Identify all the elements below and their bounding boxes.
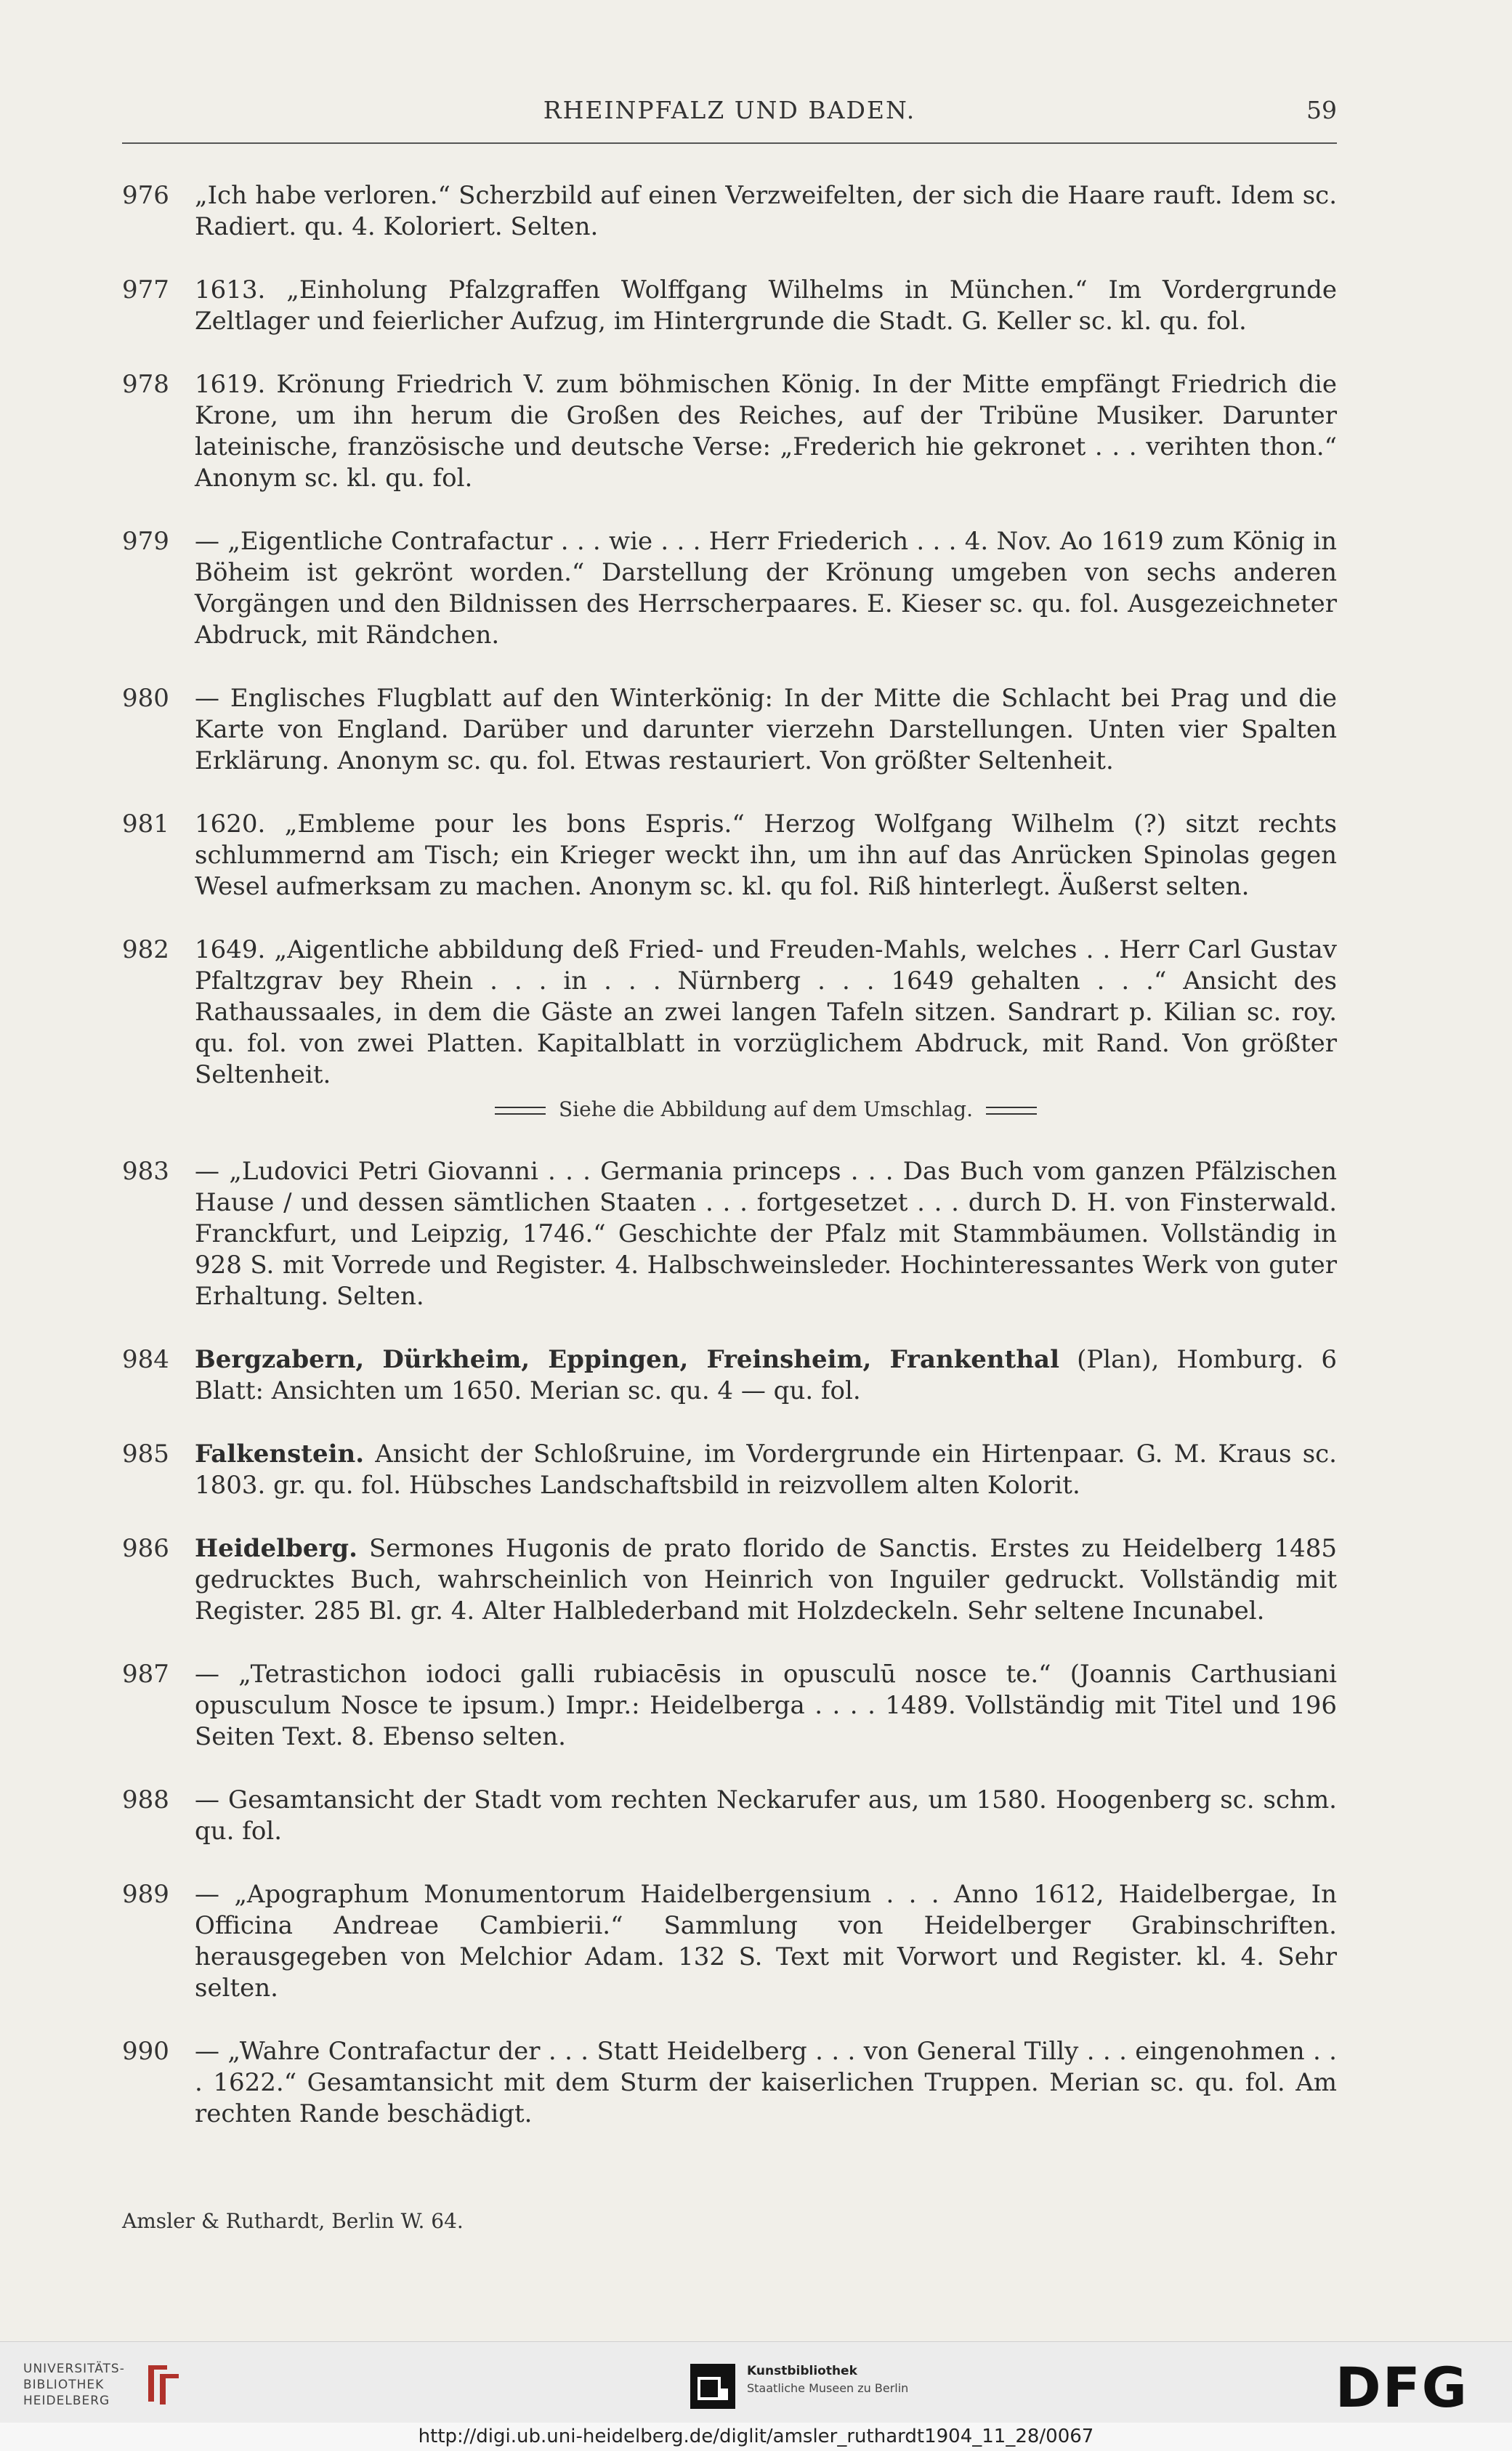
entry-place-name: Bergzabern, Dürkheim, Eppingen, Freinsheim, Frankenthal — [195, 1345, 1059, 1374]
publisher-imprint: Amsler & Ruthardt, Berlin W. 64. — [122, 2209, 464, 2233]
kunstbibliothek-logo[interactable] — [690, 2358, 923, 2409]
university-library-logo[interactable] — [23, 2358, 190, 2412]
entry-description — [195, 683, 1337, 777]
entry-place-name: Falkenstein. — [195, 1439, 365, 1469]
entry-number: 979 — [122, 527, 169, 556]
entry-description — [195, 1659, 1337, 1753]
entry-body-text: 1649. „Aigentliche abbildung deß Fried- und Freuden-Mahls, welches . . Herr Carl Gustav Pfaltzgrav bey Rhein . . . in . . . Nürnberg . . . 1649 gehalten . . .“ Ansicht des Rathaussaales, in dem die Gäste an zwei langen Tafeln sitzen. Sandrart p. Kilian sc. roy. qu. fol. von zwei Platten. Kapitalblatt in vorzüglichem Abdruck, mit Rand. Von größter Seltenheit. — [195, 935, 1337, 1089]
entry-body-text: (Plan), Homburg. 6 Blatt: Ansichten um 1650. Merian sc. qu. 4 — qu. fol. — [195, 1345, 1337, 1405]
page-header — [122, 92, 1337, 144]
entry-number: 978 — [122, 370, 169, 399]
entry-description — [195, 1439, 1337, 1501]
entry-body-text: — „Tetrastichon iodoci galli rubiacēsis in opusculū nosce te.“ (Joannis Carthusiani opusculum Nosce te ipsum.) Impr.: Heidelberga . . . . 1489. Vollständig mit Titel und 196 Seiten Text. 8. Ebenso selten. — [195, 1660, 1337, 1751]
catalog-entry — [122, 526, 1337, 651]
double-rule — [495, 1107, 546, 1115]
kunstbibliothek-mark-icon — [690, 2364, 735, 2409]
illustration-note-text: Siehe die Abbildung auf dem Umschlag. — [559, 1097, 973, 1121]
illustration-note — [195, 1095, 1337, 1124]
university-crest-icon — [138, 2358, 189, 2409]
entry-number: 983 — [122, 1157, 169, 1186]
catalog-entry — [122, 1785, 1337, 1847]
source-url[interactable]: http://digi.ub.uni-heidelberg.de/diglit/amsler_ruthardt1904_11_28/0067 — [0, 2423, 1512, 2451]
catalog-entry — [122, 934, 1337, 1124]
entry-description — [195, 1156, 1337, 1312]
entry-body-text: 1620. „Embleme pour les bons Espris.“ Herzog Wolfgang Wilhelm (?) sitzt rechts schlummernd am Tisch; ein Krieger weckt ihn, um ihn auf das Anrücken Spinolas gegen Wesel aufmerksam zu machen. Anonym sc. kl. qu fol. Riß hinterlegt. Äußerst selten. — [195, 809, 1337, 901]
entry-number: 976 — [122, 181, 169, 210]
catalog-entry — [122, 1156, 1337, 1312]
entry-number: 985 — [122, 1439, 169, 1469]
catalog-entry — [122, 369, 1337, 494]
dfg-logo[interactable]: DFG — [1335, 2355, 1468, 2420]
entry-description — [195, 1879, 1337, 2004]
entry-body-text: — Gesamtansicht der Stadt vom rechten Neckarufer aus, um 1580. Hoogenberg sc. schm. qu. fol. — [195, 1785, 1337, 1846]
university-library-name — [23, 2361, 125, 2409]
catalog-entry — [122, 1879, 1337, 2004]
catalog-entry — [122, 180, 1337, 243]
entry-body-text: Ansicht der Schloßruine, im Vordergrunde ein Hirtenpaar. G. M. Kraus sc. 1803. gr. qu. fol. Hübsches Landschaftsbild in reizvollem alten Kolorit. — [195, 1439, 1337, 1500]
entry-body-text: — „Wahre Contrafactur der . . . Statt Heidelberg . . . von General Tilly . . . eingenohmen . . . 1622.“ Gesamtansicht mit dem Sturm der kaiserlichen Truppen. Merian sc. qu. fol. Am rechten Rande beschädigt. — [195, 2037, 1337, 2128]
entry-number: 989 — [122, 1880, 169, 1909]
catalog-entry — [122, 275, 1337, 337]
entry-body-text: 1619. Krönung Friedrich V. zum böhmischen König. In der Mitte empfängt Friedrich die Krone, um ihn herum die Großen des Reiches, auf der Tribüne Musiker. Darunter lateinische, französische und deutsche Verse: „Frederich hie gekronet . . . verihten thon.“ Anonym sc. kl. qu. fol. — [195, 370, 1337, 493]
uni-line: HEIDELBERG — [23, 2394, 110, 2408]
entry-body-text: — „Ludovici Petri Giovanni . . . Germania princeps . . . Das Buch vom ganzen Pfälzischen Hause / und dessen sämtlichen Staaten . . . fortgesetzet . . . durch D. H. von Finsterwald. Franckfurt, und Leipzig, 1746.“ Geschichte der Pfalz mit Stammbäumen. Vollständig in 928 S. mit Vorrede und Register. 4. Halbschweinsleder. Hochinteressantes Werk von guter Erhaltung. Selten. — [195, 1157, 1337, 1311]
uni-line: UNIVERSITÄTS- — [23, 2362, 125, 2376]
double-rule — [986, 1107, 1037, 1115]
catalog-entry — [122, 1659, 1337, 1753]
entry-description — [195, 526, 1337, 651]
entry-description — [195, 369, 1337, 494]
catalog-entry — [122, 1439, 1337, 1501]
entry-number: 980 — [122, 684, 169, 713]
catalog-entry — [122, 809, 1337, 903]
catalog-entry — [122, 1533, 1337, 1627]
entry-body-text: — „Apographum Monumentorum Haidelbergensium . . . Anno 1612, Haidelbergae, In Officina Andreae Cambierii.“ Sammlung von Heidelberger Grabinschriften. herausgegeben von Melchior Adam. 132 S. Text mit Vorwort und Register. kl. 4. Sehr selten. — [195, 1880, 1337, 2003]
entry-description — [195, 180, 1337, 243]
entry-number: 982 — [122, 935, 169, 964]
entry-body-text: 1613. „Einholung Pfalzgraffen Wolffgang Wilhelms in München.“ Im Vordergrunde Zeltlager und feierlicher Aufzug, im Hintergrunde die Stadt. G. Keller sc. kl. qu. fol. — [195, 275, 1337, 336]
entry-body-text: Sermones Hugonis de prato florido de Sanctis. Erstes zu Heidelberg 1485 gedrucktes Buch, wahrscheinlich von Heinrich von Inguiler gedruckt. Vollständig mit Register. 285 Bl. gr. 4. Alter Halblederband mit Holzdeckeln. Sehr seltene Incunabel. — [195, 1534, 1337, 1626]
catalog-entries — [122, 180, 1337, 2162]
entry-number: 986 — [122, 1534, 169, 1563]
catalog-entry — [122, 683, 1337, 777]
entry-number: 988 — [122, 1785, 169, 1814]
entry-description — [195, 1344, 1337, 1407]
running-title: RHEINPFALZ UND BADEN. — [543, 96, 916, 124]
kunstbibliothek-subtitle: Staatliche Museen zu Berlin — [747, 2381, 909, 2395]
entry-body-text: — „Eigentliche Contrafactur . . . wie . . . Herr Friederich . . . 4. Nov. Ao 1619 zum König in Böheim ist gekrönt worden.“ Darstellung der Krönung umgeben von sechs anderen Vorgängen und den Bildnissen des Herrscherpaares. E. Kieser sc. qu. fol. Ausgezeichneter Abdruck, mit Rändchen. — [195, 527, 1337, 650]
catalog-entry — [122, 1344, 1337, 1407]
entry-description — [195, 275, 1337, 337]
uni-line: BIBLIOTHEK — [23, 2378, 105, 2392]
viewer-footer — [0, 2341, 1512, 2423]
entry-place-name: Heidelberg. — [195, 1534, 357, 1563]
catalog-entry — [122, 2036, 1337, 2130]
entry-description — [195, 934, 1337, 1091]
page-number: 59 — [1306, 96, 1337, 124]
entry-body-text: „Ich habe verloren.“ Scherzbild auf einen Verzweifelten, der sich die Haare rauft. Idem sc. Radiert. qu. 4. Koloriert. Selten. — [195, 181, 1337, 241]
entry-description — [195, 809, 1337, 903]
entry-number: 977 — [122, 275, 169, 304]
entry-number: 984 — [122, 1345, 169, 1374]
kunstbibliothek-title: Kunstbibliothek — [747, 2364, 857, 2378]
entry-description — [195, 1533, 1337, 1627]
entry-description — [195, 2036, 1337, 2130]
entry-description — [195, 1785, 1337, 1847]
entry-number: 981 — [122, 809, 169, 839]
entry-number: 987 — [122, 1660, 169, 1689]
entry-body-text: — Englisches Flugblatt auf den Winterkönig: In der Mitte die Schlacht bei Prag und die Karte von England. Darüber und darunter vierzehn Darstellungen. Unten vier Spalten Erklärung. Anonym sc. qu. fol. Etwas restauriert. Von größter Seltenheit. — [195, 684, 1337, 775]
entry-number: 990 — [122, 2037, 169, 2066]
